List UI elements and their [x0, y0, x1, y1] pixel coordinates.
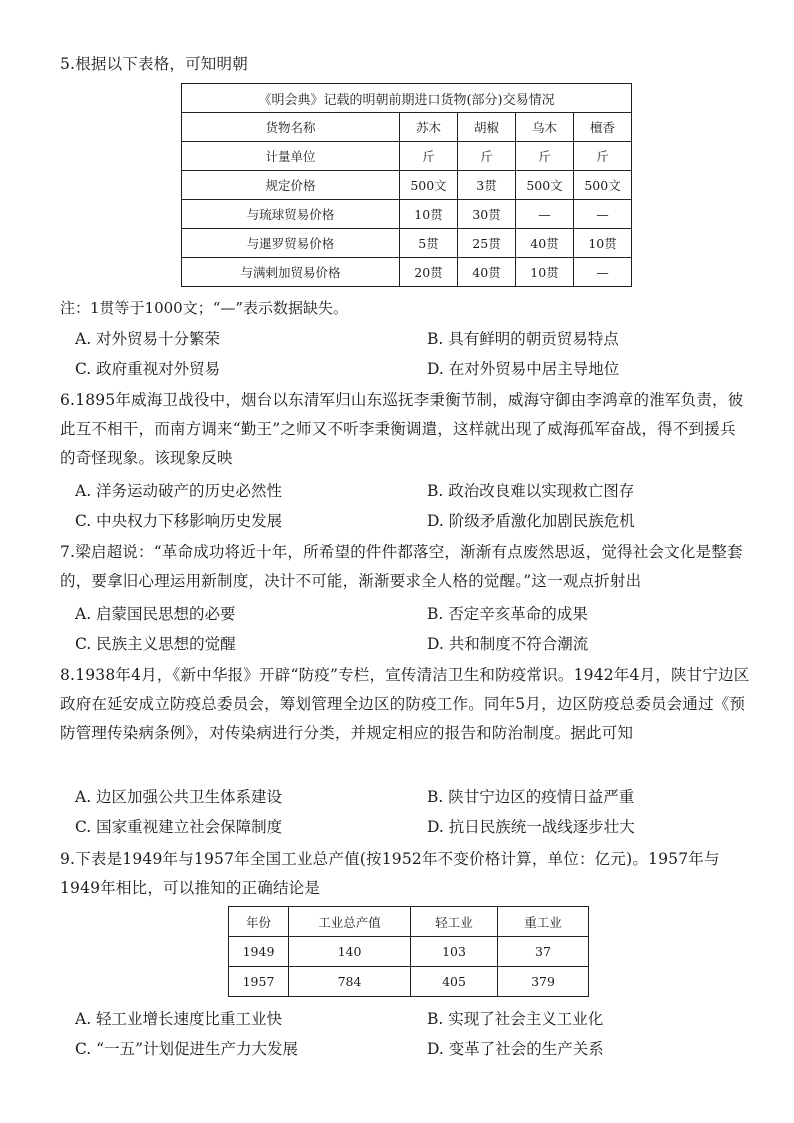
q7-stem: 7.梁启超说：“革命成功将近十年，所希望的件件都落空，渐渐有点废然思返，觉得社会文化是整套的，要拿旧心理运用新制度，决计不可能，渐渐要求全人格的觉醒。”这一观点折射出	[60, 543, 743, 590]
q6-option-a[interactable]: A. 洋务运动破产的历史必然性	[75, 482, 283, 500]
q9-industry-table	[228, 906, 589, 997]
table-cell: 140	[289, 937, 411, 967]
table-row	[229, 937, 589, 967]
table-header-cell: 工业总产值	[289, 907, 411, 937]
q9-stem: 9.下表是1949年与1957年全国工业总产值(按1952年不变价格计算，单位：亿元)。1957年与1949年相比，可以推知的正确结论是	[60, 850, 720, 897]
table-cell: 30贯	[458, 200, 516, 229]
table-cell: 3贯	[458, 171, 516, 200]
table-cell: 500文	[400, 171, 458, 200]
table-row	[182, 200, 632, 229]
q6-option-b[interactable]: B. 政治改良难以实现救亡图存	[427, 482, 635, 500]
table-cell: 5贯	[400, 229, 458, 258]
table-cell: 1957	[229, 967, 289, 997]
table-cell: 40贯	[516, 229, 574, 258]
table-cell: 乌木	[516, 113, 574, 142]
q9-option-c[interactable]: C. “一五”计划促进生产力大发展	[75, 1040, 299, 1058]
table-cell: 103	[411, 937, 498, 967]
q5-trade-table	[181, 83, 632, 287]
table-cell: 与暹罗贸易价格	[182, 229, 400, 258]
q8-option-d[interactable]: D. 抗日民族统一战线逐步壮大	[427, 818, 635, 836]
q8-option-b[interactable]: B. 陕甘宁边区的疫情日益严重	[427, 788, 635, 806]
table-row	[182, 142, 632, 171]
q7-option-a[interactable]: A. 启蒙国民思想的必要	[75, 605, 236, 623]
table-cell: —	[516, 200, 574, 229]
q8-stem: 8.1938年4月，《新中华报》开辟“防疫”专栏，宣传清洁卫生和防疫常识。1942年4月，陕甘宁边区政府在延安成立防疫总委员会，筹划管理全边区的防疫工作。同年5月，边区防疫总委员会通过《预防管理传染病条例》，对传染病进行分类，并规定相应的报告和防治制度。据此可知	[60, 666, 750, 742]
q9-option-d[interactable]: D. 变革了社会的生产关系	[427, 1040, 604, 1058]
q7-option-b[interactable]: B. 否定辛亥革命的成果	[427, 605, 588, 623]
q7-option-c[interactable]: C. 民族主义思想的觉醒	[75, 635, 236, 653]
table-cell: 40贯	[458, 258, 516, 287]
q9-option-a[interactable]: A. 轻工业增长速度比重工业快	[75, 1010, 283, 1028]
table-row	[229, 967, 589, 997]
table-cell: 500文	[516, 171, 574, 200]
table-cell: —	[574, 200, 632, 229]
table-cell: 与满剌加贸易价格	[182, 258, 400, 287]
table-cell: 斤	[400, 142, 458, 171]
table-header-row	[229, 907, 589, 937]
table-cell: 斤	[458, 142, 516, 171]
q7-option-d[interactable]: D. 共和制度不符合潮流	[427, 635, 589, 653]
table-header-cell: 年份	[229, 907, 289, 937]
q8-option-a[interactable]: A. 边区加强公共卫生体系建设	[75, 788, 283, 806]
table-header-cell: 重工业	[498, 907, 589, 937]
table-cell: 10贯	[516, 258, 574, 287]
table-cell: 与琉球贸易价格	[182, 200, 400, 229]
table-row	[182, 258, 632, 287]
q8-option-c[interactable]: C. 国家重视建立社会保障制度	[75, 818, 283, 836]
table-cell: 规定价格	[182, 171, 400, 200]
table-cell: 10贯	[574, 229, 632, 258]
table-row	[182, 113, 632, 142]
q5-stem: 5.根据以下表格，可知明朝	[60, 55, 248, 73]
table-row	[182, 171, 632, 200]
table-cell: 784	[289, 967, 411, 997]
table-caption: 《明会典》记载的明朝前期进口货物(部分)交易情况	[182, 84, 632, 113]
q5-option-a[interactable]: A. 对外贸易十分繁荣	[75, 330, 221, 348]
q5-table-note: 注：1贯等于1000文；“—”表示数据缺失。	[60, 299, 349, 317]
table-cell: 10贯	[400, 200, 458, 229]
q5-option-c[interactable]: C. 政府重视对外贸易	[75, 360, 221, 378]
table-cell: 37	[498, 937, 589, 967]
q5-option-d[interactable]: D. 在对外贸易中居主导地位	[427, 360, 620, 378]
table-cell: 斤	[574, 142, 632, 171]
q9-option-b[interactable]: B. 实现了社会主义工业化	[427, 1010, 604, 1028]
table-cell: 20贯	[400, 258, 458, 287]
q5-option-b[interactable]: B. 具有鲜明的朝贡贸易特点	[427, 330, 619, 348]
table-cell: 苏木	[400, 113, 458, 142]
q6-option-d[interactable]: D. 阶级矛盾激化加剧民族危机	[427, 512, 635, 530]
table-cell: 500文	[574, 171, 632, 200]
table-cell: 405	[411, 967, 498, 997]
table-cell: 货物名称	[182, 113, 400, 142]
q6-option-c[interactable]: C. 中央权力下移影响历史发展	[75, 512, 283, 530]
table-cell: 25贯	[458, 229, 516, 258]
table-caption-row	[182, 84, 632, 113]
table-cell: 檀香	[574, 113, 632, 142]
table-cell: 379	[498, 967, 589, 997]
table-header-cell: 轻工业	[411, 907, 498, 937]
table-cell: 计量单位	[182, 142, 400, 171]
q6-stem: 6.1895年威海卫战役中，烟台以东清军归山东巡抚李秉衡节制，威海守御由李鸿章的淮军负责，彼此互不相干，而南方调来“勤王”之师又不听李秉衡调遣，这样就出现了威海孤军奋战，得不到援兵的奇怪现象。该现象反映	[60, 391, 744, 467]
table-cell: 1949	[229, 937, 289, 967]
table-cell: 斤	[516, 142, 574, 171]
table-cell: —	[574, 258, 632, 287]
table-cell: 胡椒	[458, 113, 516, 142]
table-row	[182, 229, 632, 258]
